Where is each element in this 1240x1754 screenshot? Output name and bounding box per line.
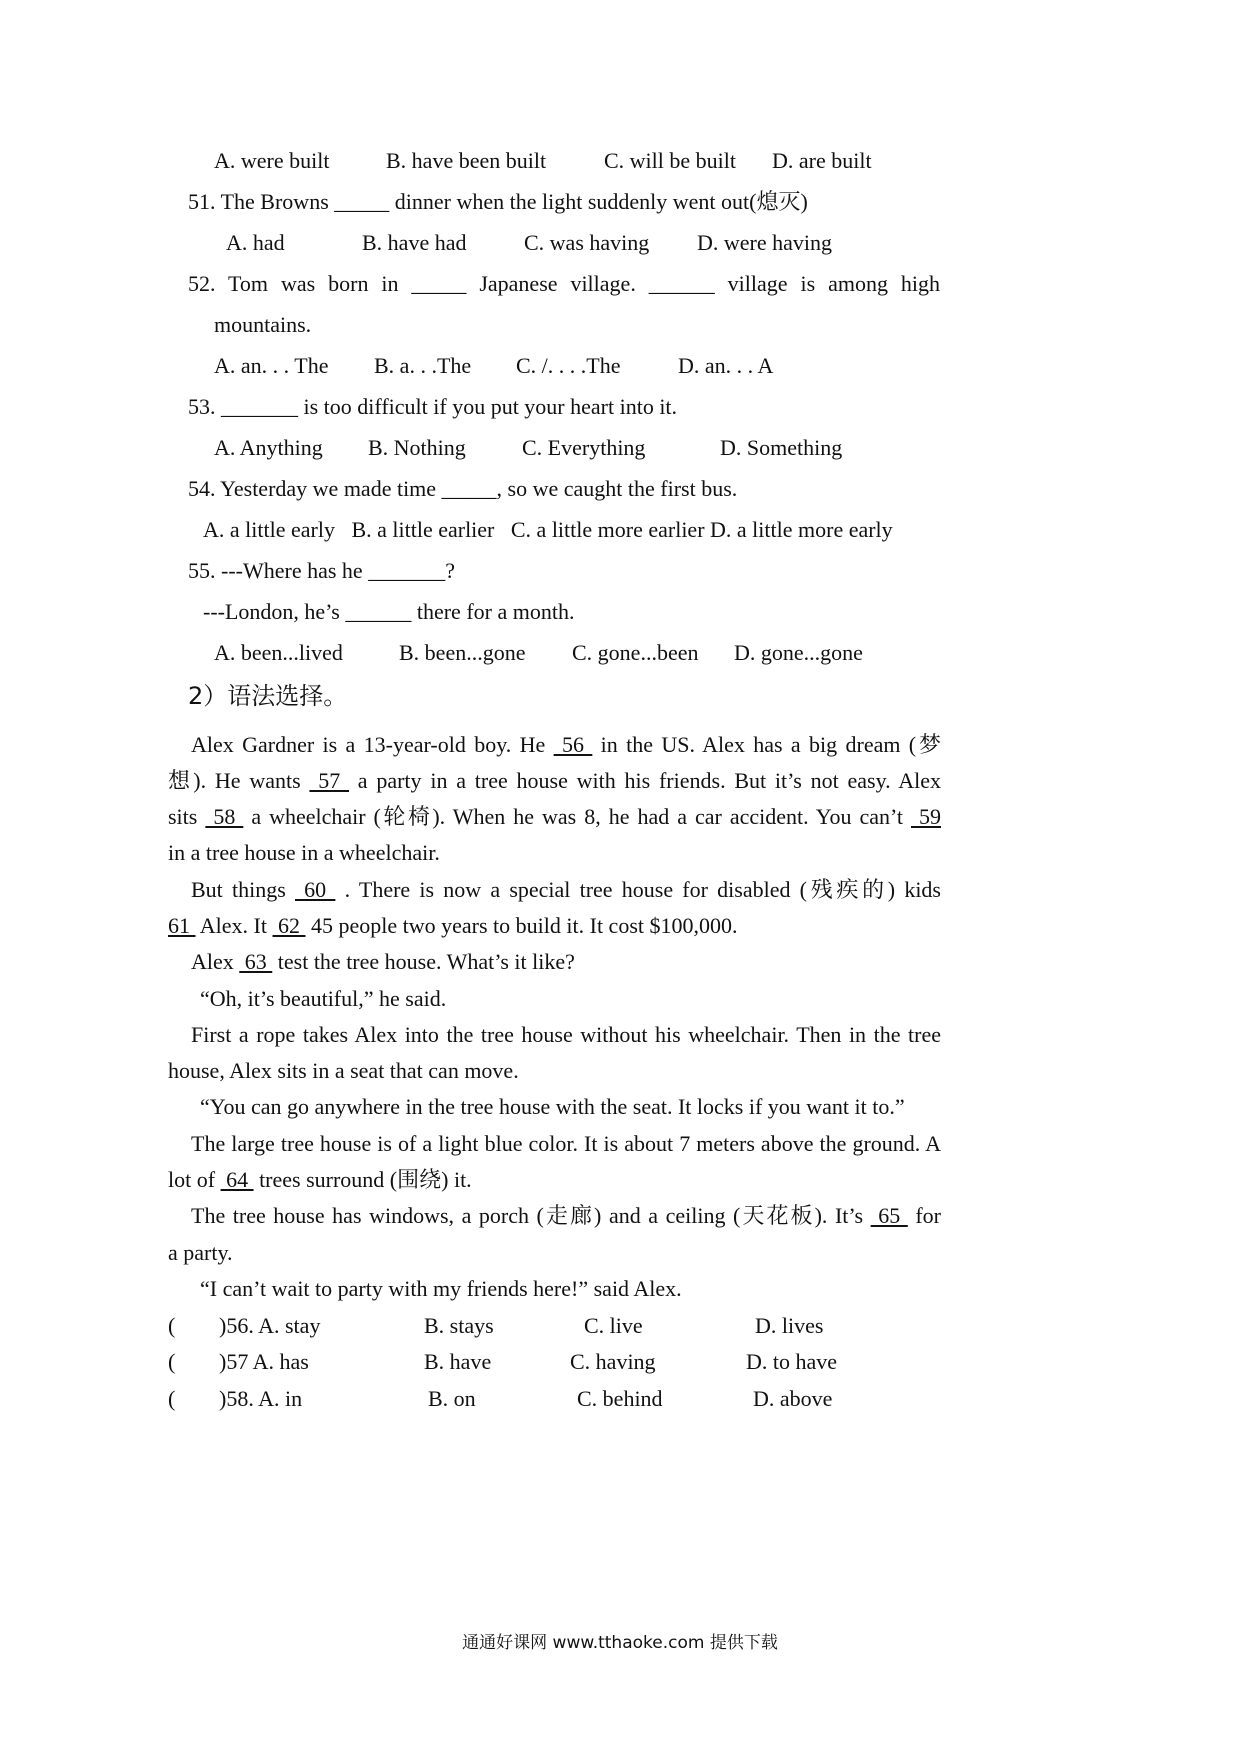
option: )58. A. in — [219, 1386, 303, 1411]
option: A. been...lived — [214, 640, 343, 665]
option: B. have had — [362, 230, 467, 255]
option: C. gone...been — [572, 640, 699, 665]
passage-line: Alex Gardner is a 13-year-old boy. He 56 in the US. Alex has a big dream (梦 — [191, 732, 941, 757]
option: D. above — [753, 1386, 833, 1411]
option: C. will be built — [604, 148, 736, 173]
answer-paren[interactable]: ( — [168, 1349, 176, 1374]
passage-line: “You can go anywhere in the tree house with the seat. It locks if you want it to.” — [200, 1094, 905, 1119]
option: A. were built — [214, 148, 330, 173]
option: A. had — [226, 230, 285, 255]
blank-59[interactable]: 59 — [911, 804, 942, 829]
blank-62[interactable]: 62 — [272, 913, 306, 938]
passage-line: house, Alex sits in a seat that can move. — [168, 1058, 519, 1083]
option: D. gone...gone — [734, 640, 863, 665]
option: B. on — [428, 1386, 476, 1411]
option: A. an. . . The — [214, 353, 329, 378]
blank-63[interactable]: 63 — [239, 949, 273, 974]
option: B. have been built — [386, 148, 547, 173]
section-title: 2）语法选择。 — [188, 682, 348, 710]
passage-line: in a tree house in a wheelchair. — [168, 840, 440, 865]
q54-stem: 54. Yesterday we made time _____, so we caught the first bus. — [188, 476, 738, 501]
blank-57[interactable]: 57 — [309, 768, 350, 793]
q52-stem: 52. Tom was born in _____ Japanese village. ______ village is among high — [188, 271, 940, 296]
option: A. Anything — [214, 435, 323, 460]
q53-stem: 53. _______ is too difficult if you put your heart into it. — [188, 394, 678, 419]
option: D. Something — [720, 435, 843, 460]
passage-line: Alex 63 test the tree house. What’s it like? — [191, 949, 575, 974]
passage-line: First a rope takes Alex into the tree house without his wheelchair. Then in the tree — [191, 1022, 941, 1047]
option: )56. A. stay — [219, 1313, 321, 1338]
option: D. were having — [697, 230, 833, 255]
passage-line: lot of 64 trees surround (围绕) it. — [168, 1167, 472, 1192]
option: C. live — [584, 1313, 643, 1338]
passage-line: “I can’t wait to party with my friends here!” said Alex. — [200, 1276, 682, 1301]
blank-60[interactable]: 60 — [294, 877, 336, 902]
passage-line: a party. — [168, 1240, 233, 1265]
option: C. having — [570, 1349, 656, 1374]
option: )57 A. has — [219, 1349, 309, 1374]
option: B. been...gone — [399, 640, 526, 665]
option: B. a. . .The — [374, 353, 472, 378]
option: D. lives — [755, 1313, 824, 1338]
answer-paren[interactable]: ( — [168, 1386, 176, 1411]
option: C. Everything — [522, 435, 646, 460]
passage-line: “Oh, it’s beautiful,” he said. — [200, 986, 447, 1011]
option: C. behind — [577, 1386, 663, 1411]
blank-65[interactable]: 65 — [870, 1203, 908, 1228]
passage-line: The tree house has windows, a porch (走廊) and a ceiling (天花板). It’s 65 for — [191, 1203, 941, 1228]
blank-64[interactable]: 64 — [220, 1167, 254, 1192]
option: C. was having — [524, 230, 650, 255]
passage-line: The large tree house is of a light blue color. It is about 7 meters above the ground. A — [191, 1131, 941, 1156]
answer-paren[interactable]: ( — [168, 1313, 176, 1338]
option: B. stays — [424, 1313, 494, 1338]
blank-58[interactable]: 58 — [205, 804, 244, 829]
q55-stem: 55. ---Where has he _______? — [188, 558, 455, 583]
blank-56[interactable]: 56 — [553, 732, 593, 757]
blank-61[interactable]: 61 — [168, 913, 196, 938]
passage-line: 想). He wants 57 a party in a tree house with his friends. But it’s not easy. Alex — [168, 768, 942, 793]
option: D. are built — [772, 148, 872, 173]
option: D. an. . . A — [678, 353, 774, 378]
passage-line: But things 60 . There is now a special tree house for disabled (残疾的) kids — [191, 877, 941, 902]
option: B. Nothing — [368, 435, 466, 460]
q52-stem-cont: mountains. — [214, 312, 312, 337]
q51-stem: 51. The Browns _____ dinner when the light suddenly went out(熄灭) — [188, 189, 808, 214]
option: C. /. . . .The — [516, 353, 621, 378]
page-footer: 通通好课网 www.tthaoke.com 提供下载 — [462, 1633, 778, 1653]
passage-line: sits 58 a wheelchair (轮椅). When he was 8, he had a car accident. You can’t 59 — [168, 804, 942, 829]
q54-options: A. a little early B. a little earlier C. a little more earlier D. a little more early — [203, 517, 893, 542]
passage-line: 61 Alex. It 62 45 people two years to build it. It cost $100,000. — [168, 913, 738, 938]
q55-stem-cont: ---London, he’s ______ there for a month. — [203, 599, 575, 624]
option: D. to have — [746, 1349, 838, 1374]
option: B. have — [424, 1349, 492, 1374]
